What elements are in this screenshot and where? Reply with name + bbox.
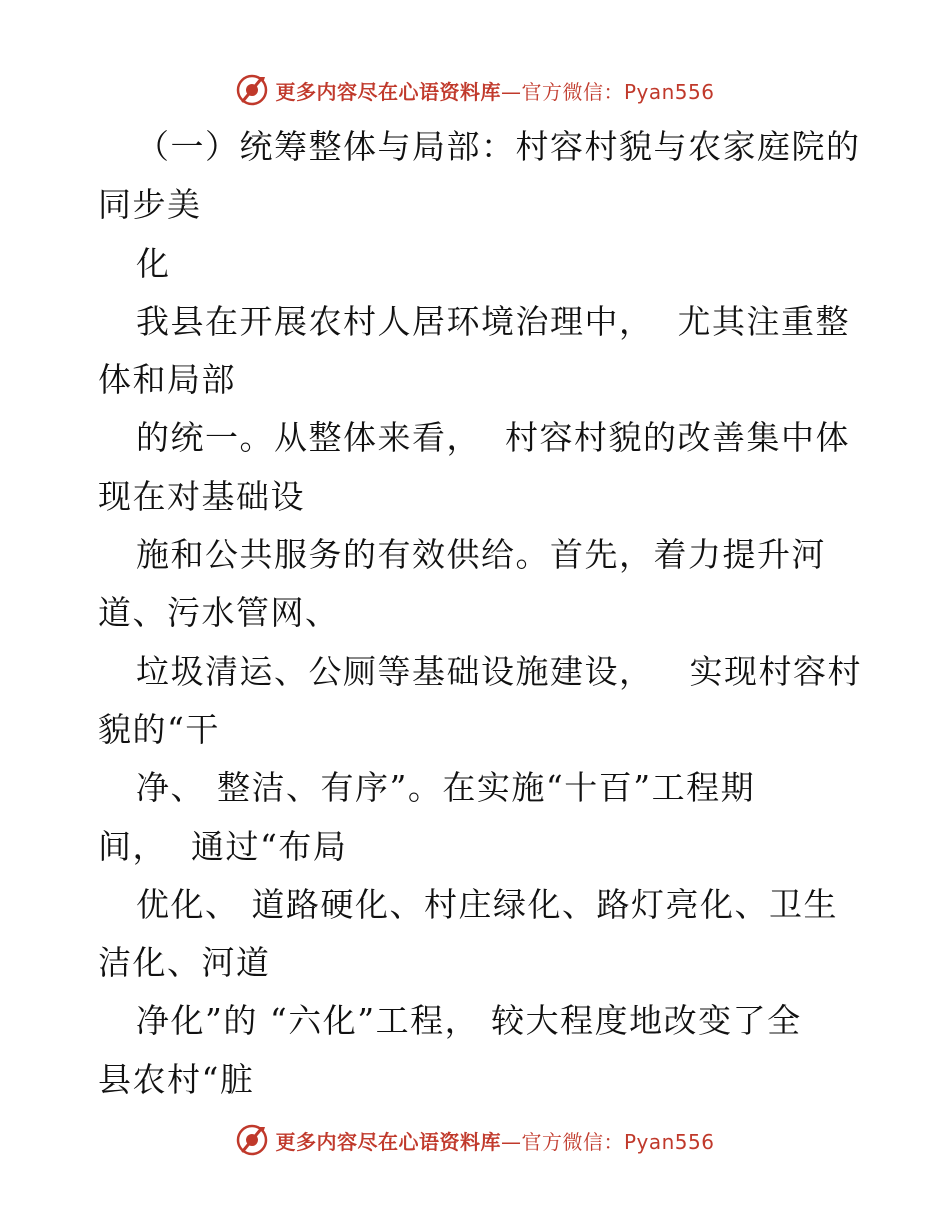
text-line: 我县在开展农村人居环境治理中， 尤其注重整 xyxy=(136,301,850,341)
text-line: （一）统筹整体与局部：村容村貌与农家庭院的 xyxy=(136,127,861,166)
text-line: 净化”的 “六化”工程， 较大程度地改变了全 xyxy=(136,1001,802,1041)
text-line: 同步美 xyxy=(98,185,202,225)
text-line: 道、污水管网、 xyxy=(98,593,340,633)
watermark-brand: 更多内容尽在心语资料库 xyxy=(275,1129,501,1154)
header-watermark xyxy=(0,70,950,110)
text-line: 施和公共服务的有效供给。首先，着力提升河 xyxy=(136,535,826,575)
document-body xyxy=(98,118,862,1109)
text-line: 垃圾清运、公厕等基础设施建设， 实现村容村 xyxy=(136,651,862,691)
text-line: 优化、 道路硬化、村庄绿化、路灯亮化、卫生 xyxy=(136,884,838,924)
watermark-text xyxy=(275,1126,714,1155)
watermark-brand: 更多内容尽在心语资料库 xyxy=(275,79,501,104)
text-line: 县农村“脏 xyxy=(98,1059,255,1099)
pen-circle-logo-icon xyxy=(235,73,269,107)
watermark-contact: 官方微信：Pyan556 xyxy=(521,1129,715,1154)
watermark-contact: 官方微信：Pyan556 xyxy=(521,79,715,104)
watermark-text xyxy=(275,76,714,105)
pen-circle-logo-icon xyxy=(235,1123,269,1157)
text-line: 的统一。从整体来看， 村容村貌的改善集中体 xyxy=(136,418,850,458)
text-line: 洁化、河道 xyxy=(98,943,271,983)
watermark-separator: — xyxy=(500,79,522,104)
text-line: 貌的“干 xyxy=(98,709,220,749)
footer-watermark xyxy=(0,1120,950,1160)
watermark-separator: — xyxy=(500,1129,522,1154)
text-line: 体和局部 xyxy=(98,360,236,400)
text-line: 现在对基础设 xyxy=(98,476,305,516)
text-line: 间， 通过“布局 xyxy=(98,826,348,866)
text-line: 化 xyxy=(136,243,171,283)
text-line: 净、 整洁、有序”。在实施“十百”工程期 xyxy=(136,768,756,808)
